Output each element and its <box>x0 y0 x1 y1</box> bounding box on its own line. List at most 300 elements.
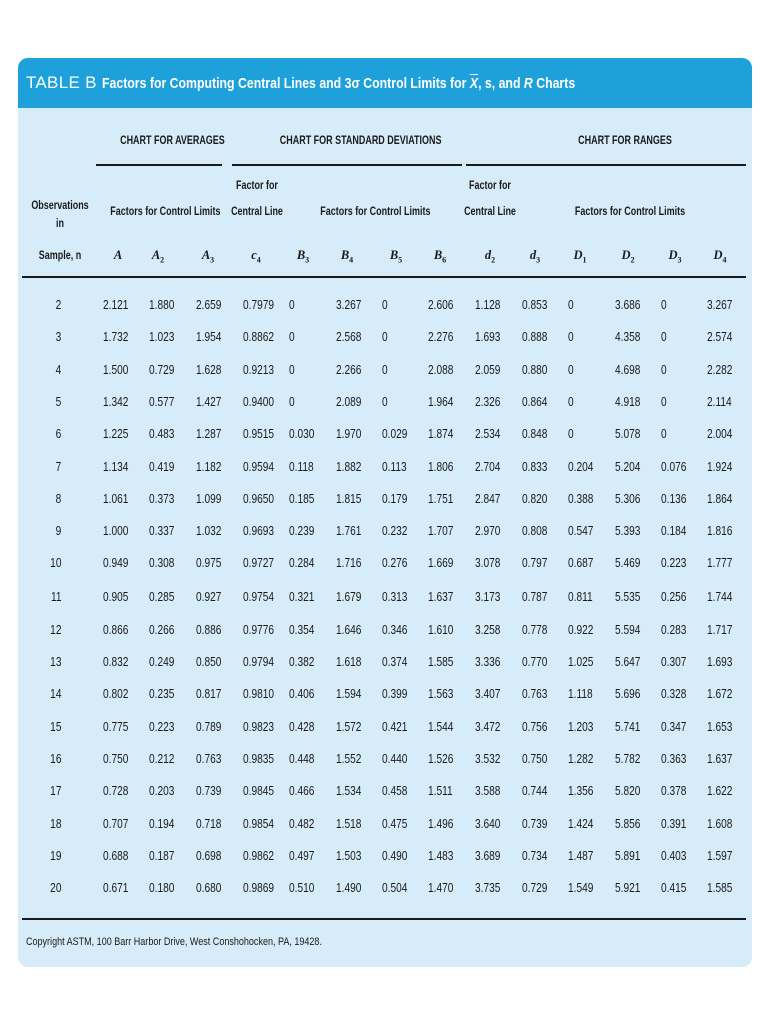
table-cell: 3.258 <box>475 621 501 637</box>
factor-central-std-line2: Central Line <box>231 206 283 218</box>
table-cell: 1.628 <box>196 361 222 377</box>
table-cell: 2.059 <box>475 361 501 377</box>
column-symbol-base: D <box>668 248 678 262</box>
column-symbol <box>138 248 178 265</box>
table-cell: 1.622 <box>707 783 733 799</box>
table-cell: 0 <box>289 361 295 377</box>
table-cell: 3.407 <box>475 686 501 702</box>
table-cell: 0.817 <box>196 686 222 702</box>
table-cell: 0.880 <box>522 361 548 377</box>
table-cell: 3.267 <box>336 297 362 312</box>
column-symbol-subscript: 3 <box>536 255 541 265</box>
table-cell: 0.680 <box>196 880 222 896</box>
table-cell: 0.975 <box>196 555 222 571</box>
factors-limits-ranges: Factors for Control Limits <box>574 206 686 218</box>
table-cell: 5.204 <box>615 458 641 474</box>
column-symbol-subscript: 4 <box>256 255 261 265</box>
table-cell: 0.030 <box>289 426 315 442</box>
column-symbol <box>236 248 276 265</box>
table-row <box>0 877 768 899</box>
table-cell: 2.088 <box>428 361 454 377</box>
table-cell: 0.9810 <box>243 686 275 702</box>
table-cell: 1.653 <box>707 718 733 734</box>
table-cell: 3.689 <box>475 847 501 863</box>
table-cell: 1.552 <box>336 750 362 766</box>
table-cell: 1.503 <box>336 847 362 863</box>
table-cell: 0.249 <box>149 654 175 669</box>
column-symbol-subscript: 4 <box>722 255 727 265</box>
table-cell: 0.373 <box>149 490 175 506</box>
table-cell: 0 <box>568 426 574 442</box>
table-cell: 1.203 <box>568 718 594 734</box>
column-symbol <box>327 248 367 265</box>
table-cell: 2.276 <box>428 329 454 345</box>
table-cell: 0.687 <box>568 555 594 571</box>
table-cell: 0.750 <box>522 750 548 766</box>
title-text-before: Factors for Computing Central Lines and 3σ Control Limits for <box>101 74 470 92</box>
sample-size-cell: 13 <box>49 654 61 669</box>
table-cell: 5.820 <box>615 783 641 799</box>
table-cell: 1.816 <box>707 523 733 539</box>
column-symbol-subscript: 2 <box>630 255 635 265</box>
sample-size-cell: 3 <box>55 329 61 345</box>
table-cell: 1.597 <box>707 847 733 863</box>
table-cell: 0.808 <box>522 523 548 539</box>
observations-header-line3: Sample, n <box>38 250 82 262</box>
table-cell: 2.574 <box>707 329 733 345</box>
table-cell: 0.927 <box>196 589 222 605</box>
table-cell: 0.832 <box>103 654 129 669</box>
table-cell: 0 <box>568 361 574 377</box>
table-cell: 1.549 <box>568 880 594 896</box>
group-header-std-devs: CHART FOR STANDARD DEVIATIONS <box>279 135 442 147</box>
group-rule-averages <box>96 164 222 166</box>
table-cell: 0.136 <box>661 490 687 506</box>
table-cell: 1.000 <box>103 523 129 539</box>
table-cell: 0.203 <box>149 783 175 799</box>
factors-limits-std: Factors for Control Limits <box>320 206 431 218</box>
sample-size-cell: 7 <box>55 458 61 474</box>
table-cell: 1.864 <box>707 490 733 506</box>
table-cell: 0.204 <box>568 458 594 474</box>
table-cell: 0.212 <box>149 750 175 766</box>
table-cell: 0.180 <box>149 880 175 896</box>
table-cell: 0.9854 <box>243 815 275 831</box>
column-symbol <box>470 248 510 265</box>
column-symbol <box>188 248 228 265</box>
table-cell: 0.763 <box>196 750 222 766</box>
table-cell: 1.594 <box>336 686 362 702</box>
table-cell: 0.321 <box>289 589 315 605</box>
table-cell: 0.284 <box>289 555 315 571</box>
column-symbol <box>98 248 138 265</box>
table-cell: 1.717 <box>707 621 733 637</box>
title-text-end: Charts <box>532 74 575 92</box>
group-rule-ranges <box>466 164 746 166</box>
table-cell: 0.775 <box>103 718 129 734</box>
table-cell: 5.535 <box>615 589 641 605</box>
table-cell: 3.588 <box>475 783 501 799</box>
table-cell: 1.693 <box>475 329 501 345</box>
table-cell: 1.427 <box>196 393 222 409</box>
table-cell: 2.606 <box>428 297 454 312</box>
table-cell: 1.707 <box>428 523 454 539</box>
table-cell: 4.698 <box>615 361 641 377</box>
column-symbol-base: B <box>340 248 350 262</box>
table-cell: 0.239 <box>289 523 315 539</box>
column-symbol-base: d <box>484 248 492 262</box>
table-row <box>0 813 768 835</box>
table-cell: 1.287 <box>196 426 222 442</box>
table-cell: 0.076 <box>661 458 687 474</box>
observations-header-line2: in <box>56 218 64 230</box>
table-cell: 1.182 <box>196 458 222 474</box>
table-row <box>0 456 768 478</box>
column-symbol-base: d <box>529 248 537 262</box>
table-cell: 0.223 <box>149 718 175 734</box>
sample-size-cell: 19 <box>49 847 61 863</box>
table-cell: 1.118 <box>568 686 593 702</box>
table-row <box>0 423 768 445</box>
table-cell: 5.741 <box>615 718 641 734</box>
table-cell: 4.358 <box>615 329 641 345</box>
table-row <box>0 619 768 641</box>
table-cell: 0.864 <box>522 393 548 409</box>
table-cell: 0.490 <box>382 847 408 863</box>
table-cell: 1.496 <box>428 815 454 831</box>
table-cell: 1.490 <box>336 880 362 896</box>
column-symbol-subscript: 4 <box>349 255 354 265</box>
column-symbol <box>283 248 323 265</box>
column-symbol-base: A <box>201 248 211 262</box>
table-cell: 0 <box>568 297 574 312</box>
table-cell: 1.585 <box>428 654 454 669</box>
table-cell: 0.7979 <box>243 297 275 312</box>
table-cell: 1.744 <box>707 589 733 605</box>
table-cell: 0.256 <box>661 589 687 605</box>
table-cell: 1.672 <box>707 686 733 702</box>
table-cell: 1.342 <box>103 393 129 409</box>
table-cell: 5.393 <box>615 523 641 539</box>
sample-size-cell: 9 <box>55 523 61 539</box>
column-symbol-base: D <box>713 248 723 262</box>
column-symbol-subscript: 1 <box>582 255 587 265</box>
table-cell: 1.815 <box>336 490 362 506</box>
sample-size-cell: 6 <box>55 426 61 442</box>
table-cell: 0.9869 <box>243 880 275 896</box>
table-cell: 1.924 <box>707 458 733 474</box>
table-cell: 2.282 <box>707 361 733 377</box>
table-cell: 1.025 <box>568 654 594 669</box>
table-cell: 1.470 <box>428 880 454 896</box>
table-cell: 0.328 <box>661 686 687 702</box>
table-cell: 0.8862 <box>243 329 275 345</box>
table-cell: 0.475 <box>382 815 408 831</box>
table-cell: 1.544 <box>428 718 454 734</box>
table-cell: 1.806 <box>428 458 454 474</box>
table-cell: 1.563 <box>428 686 454 702</box>
sample-size-cell: 10 <box>49 555 61 571</box>
column-symbol-subscript: 3 <box>677 255 682 265</box>
table-cell: 0.448 <box>289 750 315 766</box>
table-cell: 0.9754 <box>243 589 275 605</box>
sample-size-cell: 12 <box>49 621 61 637</box>
table-cell: 0.577 <box>149 393 175 409</box>
table-cell: 0.9650 <box>243 490 275 506</box>
table-cell: 1.518 <box>336 815 362 831</box>
table-cell: 5.696 <box>615 686 641 702</box>
column-symbol-subscript: 6 <box>442 255 447 265</box>
table-cell: 3.686 <box>615 297 641 312</box>
table-cell: 1.032 <box>196 523 222 539</box>
table-cell: 1.716 <box>336 555 362 571</box>
table-cell: 0.728 <box>103 783 129 799</box>
column-symbol <box>700 248 740 265</box>
table-cell: 0.276 <box>382 555 408 571</box>
table-cell: 0.363 <box>661 750 687 766</box>
table-cell: 0.419 <box>149 458 175 474</box>
table-cell: 1.356 <box>568 783 594 799</box>
table-cell: 0 <box>382 297 388 312</box>
table-cell: 0 <box>661 361 667 377</box>
table-cell: 0 <box>289 329 295 345</box>
observations-header-line1: Observations <box>31 200 89 212</box>
table-cell: 5.306 <box>615 490 641 506</box>
table-cell: 1.882 <box>336 458 362 474</box>
table-cell: 0.235 <box>149 686 175 702</box>
table-cell: 0.458 <box>382 783 408 799</box>
table-cell: 2.089 <box>336 393 362 409</box>
table-cell: 3.472 <box>475 718 501 734</box>
table-cell: 2.326 <box>475 393 501 409</box>
table-cell: 0.466 <box>289 783 315 799</box>
table-cell: 2.266 <box>336 361 362 377</box>
table-cell: 0.497 <box>289 847 315 863</box>
column-symbol-subscript: 3 <box>210 255 215 265</box>
table-cell: 0.671 <box>103 880 129 896</box>
title-r: R <box>523 74 533 92</box>
table-cell: 0.688 <box>103 847 129 863</box>
column-symbol-base: A <box>151 248 161 262</box>
table-cell: 0.866 <box>103 621 129 637</box>
column-symbol-subscript: 2 <box>491 255 496 265</box>
table-cell: 1.874 <box>428 426 454 442</box>
table-row <box>0 326 768 348</box>
table-title-bar <box>18 58 752 108</box>
table-cell: 0.848 <box>522 426 548 442</box>
header-rule <box>22 276 746 278</box>
sample-size-cell: 15 <box>49 718 61 734</box>
table-row <box>0 391 768 413</box>
sample-size-cell: 18 <box>49 815 61 831</box>
column-symbol <box>420 248 460 265</box>
table-cell: 0.739 <box>522 815 548 831</box>
table-cell: 0.415 <box>661 880 687 896</box>
sample-size-cell: 11 <box>50 589 61 605</box>
table-cell: 0.9400 <box>243 393 275 409</box>
table-cell: 0.547 <box>568 523 594 539</box>
table-cell: 2.121 <box>103 297 129 312</box>
table-cell: 0.428 <box>289 718 315 734</box>
table-cell: 1.669 <box>428 555 454 571</box>
table-cell: 0.266 <box>149 621 175 637</box>
table-row <box>0 716 768 738</box>
column-symbol-base: A <box>113 248 123 262</box>
group-header-ranges: CHART FOR RANGES <box>578 135 672 147</box>
table-cell: 1.880 <box>149 297 175 312</box>
table-cell: 0.421 <box>382 718 408 734</box>
table-cell: 0.744 <box>522 783 548 799</box>
table-row <box>0 359 768 381</box>
table-cell: 0.739 <box>196 783 222 799</box>
column-symbol-base: B <box>389 248 399 262</box>
table-cell: 1.637 <box>428 589 454 605</box>
table-row <box>0 488 768 510</box>
table-cell: 0.734 <box>522 847 548 863</box>
table-cell: 0.504 <box>382 880 408 896</box>
table-cell: 0 <box>289 393 295 409</box>
table-cell: 0.905 <box>103 589 129 605</box>
table-cell: 4.918 <box>615 393 641 409</box>
table-cell: 1.751 <box>428 490 454 506</box>
table-cell: 1.487 <box>568 847 594 863</box>
factors-limits-averages: Factors for Control Limits <box>110 206 221 218</box>
table-cell: 1.970 <box>336 426 362 442</box>
copyright-note: Copyright ASTM, 100 Barr Harbor Drive, West Conshohocken, PA, 19428. <box>26 936 322 948</box>
table-cell: 0.347 <box>661 718 687 734</box>
table-cell: 1.777 <box>707 555 733 571</box>
table-cell: 0.789 <box>196 718 222 734</box>
table-cell: 0 <box>289 297 295 312</box>
table-cell: 3.735 <box>475 880 501 896</box>
footer-rule <box>22 918 746 920</box>
table-cell: 3.173 <box>475 589 501 605</box>
table-cell: 2.004 <box>707 426 733 442</box>
table-cell: 0.185 <box>289 490 315 506</box>
table-cell: 0.729 <box>522 880 548 896</box>
table-row <box>0 552 768 574</box>
factor-central-rng-line2: Central Line <box>464 206 516 218</box>
sample-size-cell: 2 <box>55 297 61 312</box>
table-cell: 0.797 <box>522 555 548 571</box>
group-rule-std-devs <box>232 164 462 166</box>
table-cell: 0 <box>661 297 667 312</box>
table-cell: 0 <box>382 393 388 409</box>
table-cell: 0.391 <box>661 815 687 831</box>
column-symbol <box>560 248 600 265</box>
table-cell: 0.9823 <box>243 718 275 734</box>
table-cell: 0.850 <box>196 654 222 669</box>
table-cell: 0.403 <box>661 847 687 863</box>
column-symbol-subscript: 5 <box>398 255 403 265</box>
column-symbol-base: D <box>621 248 631 262</box>
table-cell: 5.782 <box>615 750 641 766</box>
column-symbol-base: D <box>573 248 583 262</box>
sample-size-cell: 14 <box>49 686 61 702</box>
table-cell: 0.374 <box>382 654 408 669</box>
table-cell: 0.811 <box>568 589 593 605</box>
table-row <box>0 586 768 608</box>
table-cell: 0.922 <box>568 621 594 637</box>
table-cell: 3.532 <box>475 750 501 766</box>
column-symbol-base: B <box>296 248 306 262</box>
table-cell: 1.099 <box>196 490 222 506</box>
table-cell: 0.787 <box>522 589 548 605</box>
column-symbol <box>655 248 695 265</box>
table-cell: 3.640 <box>475 815 501 831</box>
table-cell: 0 <box>382 329 388 345</box>
table-cell: 0.308 <box>149 555 175 571</box>
table-cell: 0.949 <box>103 555 129 571</box>
table-row <box>0 520 768 542</box>
table-cell: 0.283 <box>661 621 687 637</box>
table-cell: 1.954 <box>196 329 222 345</box>
table-cell: 5.891 <box>615 847 641 863</box>
table-cell: 0.778 <box>522 621 548 637</box>
table-cell: 0.698 <box>196 847 222 863</box>
sample-size-cell: 20 <box>49 880 61 896</box>
table-cell: 5.647 <box>615 654 641 669</box>
table-cell: 2.114 <box>707 393 732 409</box>
table-cell: 1.134 <box>103 458 129 474</box>
table-row <box>0 780 768 802</box>
table-cell: 1.534 <box>336 783 362 799</box>
table-cell: 0.388 <box>568 490 594 506</box>
table-row <box>0 683 768 705</box>
table-cell: 1.282 <box>568 750 594 766</box>
column-symbol <box>515 248 555 265</box>
group-header-averages: CHART FOR AVERAGES <box>120 135 225 147</box>
table-cell: 1.608 <box>707 815 733 831</box>
table-cell: 1.061 <box>103 490 129 506</box>
table-cell: 1.128 <box>475 297 501 312</box>
table-cell: 0.346 <box>382 621 408 637</box>
table-cell: 1.637 <box>707 750 733 766</box>
table-cell: 0.307 <box>661 654 687 669</box>
table-cell: 2.704 <box>475 458 501 474</box>
table-cell: 1.693 <box>707 654 733 669</box>
table-cell: 0 <box>661 393 667 409</box>
table-cell: 2.847 <box>475 490 501 506</box>
table-cell: 0.9693 <box>243 523 275 539</box>
table-cell: 1.646 <box>336 621 362 637</box>
table-cell: 1.526 <box>428 750 454 766</box>
table-cell: 5.594 <box>615 621 641 637</box>
table-cell: 1.585 <box>707 880 733 896</box>
table-cell: 0.187 <box>149 847 175 863</box>
table-cell: 0 <box>661 426 667 442</box>
table-cell: 0.483 <box>149 426 175 442</box>
table-cell: 0.337 <box>149 523 175 539</box>
table-cell: 0.9776 <box>243 621 275 637</box>
table-cell: 0.9594 <box>243 458 275 474</box>
table-cell: 0.9835 <box>243 750 275 766</box>
column-symbol <box>608 248 648 265</box>
column-symbol-subscript: 3 <box>305 255 310 265</box>
table-row <box>0 845 768 867</box>
table-cell: 0.285 <box>149 589 175 605</box>
table-cell: 0 <box>568 393 574 409</box>
table-cell: 0 <box>661 329 667 345</box>
sample-size-cell: 17 <box>49 783 61 799</box>
table-row <box>0 748 768 770</box>
table-cell: 0.482 <box>289 815 315 831</box>
table-cell: 1.618 <box>336 654 362 669</box>
table-cell: 0.382 <box>289 654 315 669</box>
table-cell: 0.354 <box>289 621 315 637</box>
factor-central-rng-line1: Factor for <box>469 180 511 192</box>
table-row <box>0 651 768 673</box>
